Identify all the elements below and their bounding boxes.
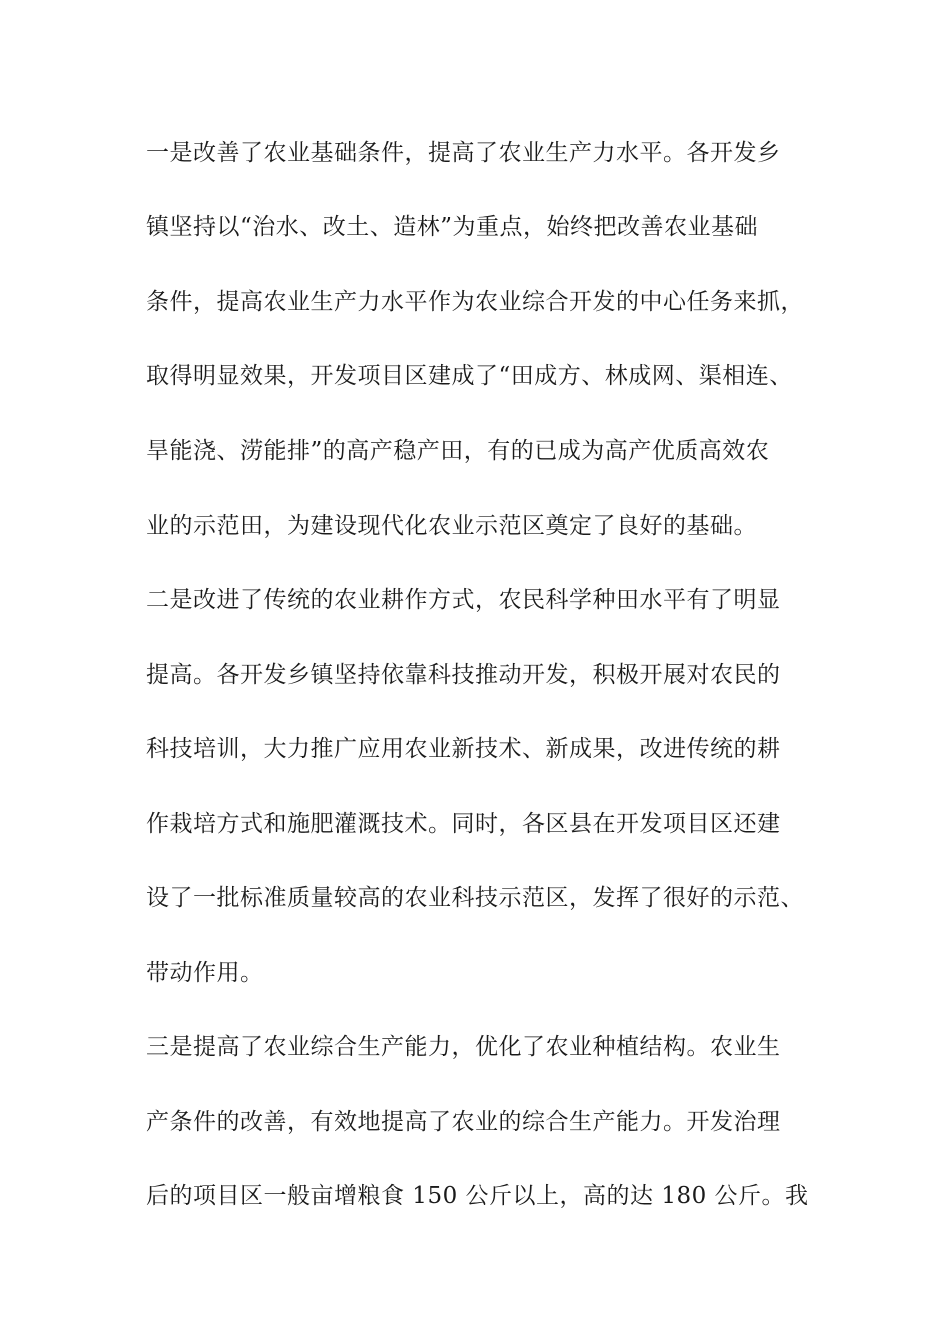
paragraph-2-line-2: 提高。各开发乡镇坚持依靠科技推动开发，积极开展对农民的 xyxy=(146,662,781,688)
paragraph-1-line-5: 旱能浇、涝能排”的高产稳产田，有的已成为高产优质高效农 xyxy=(146,438,770,464)
paragraph-2-line-4: 作栽培方式和施肥灌溉技术。同时，各区县在开发项目区还建 xyxy=(146,811,781,837)
paragraph-2-line-3: 科技培训，大力推广应用农业新技术、新成果，改进传统的耕 xyxy=(146,736,781,762)
paragraph-2-line-6: 带动作用。 xyxy=(146,960,264,986)
paragraph-1-line-4: 取得明显效果，开发项目区建成了“田成方、林成网、渠相连、 xyxy=(146,363,793,389)
paragraph-3-line-2: 产条件的改善，有效地提高了农业的综合生产能力。开发治理 xyxy=(146,1109,781,1135)
paragraph-2-line-5: 设了一批标准质量较高的农业科技示范区，发挥了很好的示范、 xyxy=(146,885,804,911)
paragraph-2-line-1: 二是改进了传统的农业耕作方式，农民科学种田水平有了明显 xyxy=(146,587,781,613)
paragraph-3-line-1: 三是提高了农业综合生产能力，优化了农业种植结构。农业生 xyxy=(146,1034,781,1060)
paragraph-1-line-3: 条件，提高农业生产力水平作为农业综合开发的中心任务来抓， xyxy=(146,289,804,315)
paragraph-1-line-6: 业的示范田，为建设现代化农业示范区奠定了良好的基础。 xyxy=(146,513,757,539)
paragraph-1-line-1: 一是改善了农业基础条件，提高了农业生产力水平。各开发乡 xyxy=(146,140,781,166)
paragraph-3-line-3: 后的项目区一般亩增粮食 150 公斤以上，高的达 180 公斤。我 xyxy=(146,1183,809,1209)
paragraph-1-line-2: 镇坚持以“治水、改土、造林”为重点，始终把改善农业基础 xyxy=(146,214,759,240)
